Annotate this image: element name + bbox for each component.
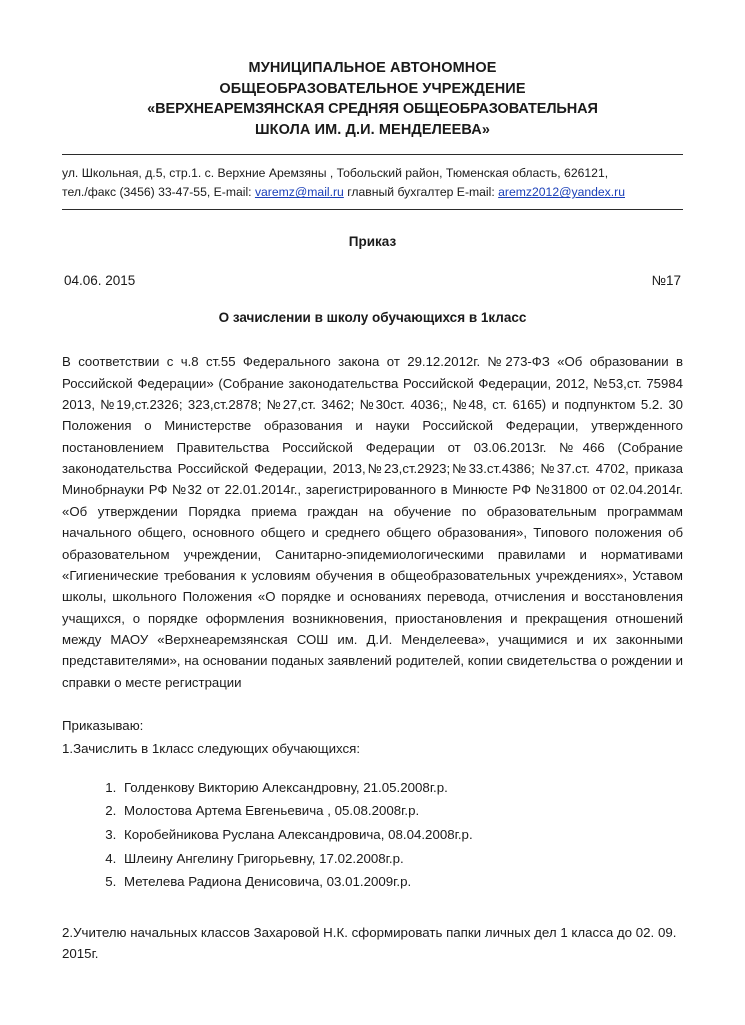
document-subject: О зачислении в школу обучающихся в 1класс <box>218 310 527 326</box>
school-email-link[interactable]: varemz@mail.ru <box>254 185 344 200</box>
order-label: Приказываю: <box>62 718 144 734</box>
phone-fax-text: тел./факс (3456) 33-47-55, E-mail: <box>62 185 255 200</box>
page-bottom-spacer <box>62 965 683 1025</box>
list-item: 4. Шлеину Ангелину Григорьевну, 17.02.2008г.р. <box>120 847 683 871</box>
list-item: 3. Коробейникова Руслана Александровича, 08.04.2008г.р. <box>120 823 683 847</box>
accountant-email-link[interactable]: aremz2012@yandex.ru <box>498 185 625 200</box>
org-name-line-1: МУНИЦИПАЛЬНОЕ АВТОНОМНОЕ <box>248 60 497 76</box>
order-item-1: 1.Зачислить в 1класс следующих обучающихся: <box>62 741 361 757</box>
header-divider-bottom <box>62 209 683 210</box>
accountant-label: главный бухгалтер E-mail: <box>343 185 499 200</box>
document-type-title: Приказ <box>348 234 397 250</box>
contact-block <box>62 164 683 202</box>
contacts-line <box>62 183 683 202</box>
document-date: 04.06. 2015 <box>64 273 136 289</box>
pupils-list <box>62 776 683 894</box>
order-item-2: 2.Учителю начальных классов Захаровой Н.К. сформировать папки личных дел 1 класса до 02. 09. 2015г. <box>62 924 677 962</box>
org-name-line-4: ШКОЛА ИМ. Д.И. МЕНДЕЛЕЕВА» <box>254 121 491 138</box>
header-divider-top <box>62 154 683 155</box>
document-meta-row <box>62 273 683 288</box>
list-item: 2. Молостова Артема Евгеньевича , 05.08.2008г.р. <box>120 799 683 823</box>
list-item: 5. Метелева Радиона Денисовича, 03.01.2009г.р. <box>120 870 683 894</box>
org-name-line-3: «ВЕРХНЕАРЕМЗЯНСКАЯ СРЕДНЯЯ ОБЩЕОБРАЗОВАТЕЛЬНАЯ <box>147 101 598 118</box>
document-number: №17 <box>651 273 681 289</box>
address-line: ул. Школьная, д.5, стр.1. с. Верхние Аремзяны , Тобольский район, Тюменская область, 626121, <box>62 166 609 181</box>
document-body: В соответствии с ч.8 ст.55 Федерального закона от 29.12.2012г. №273-ФЗ «Об образовании в Российской Федерации» (Собрание законодательства Российской Федерации, 2012, №53,ст. 75984 2013, №19,ст.2326; 323,ст.2878; №27,ст. 3462; №30ст. 4036;, №48, ст. 6165) и подпунктом 5.2. 30 Положения о Министерстве образования и науки Российской Федерации, утвержденного постановлением Правительства Российской Федерации от 03.06.2013г. №466 (Собрание законодательства Российской Федерации, 2013,№23,ст.2923;№33.ст.4386; №37.ст. 4702, приказа Минобрнауки РФ №32 от 22.01.2014г., зарегистрированного в Минюсте РФ №31800 от 02.04.2014г. «Об утверждении Порядка приема граждан на обучение по образовательным программам начального общего, основного общего и среднего общего образования», Типового положения об образовательном учреждении, Санитарно-эпидемиологическими правилами и нормативами «Гигиенические требования к условиям обучения в общеобразовательных учреждениях», Уставом школы, школьного Положения «О порядке и основаниях перевода, отчисления и восстановления учащихся, о порядке оформления возникновения, приостановления и прекращения отношений между МАОУ «Верхнеаремзянская СОШ им. Д.И. Менделеева», учащимися и их законными представителями», на основании поданых заявлений родителей, копии свидетельства о рождении и справки о месте регистрации <box>62 354 683 690</box>
organization-header <box>62 58 683 140</box>
list-item: 1. Голденкову Викторию Александровну, 21.05.2008г.р. <box>120 776 683 800</box>
org-name-line-2: ОБЩЕОБРАЗОВАТЕЛЬНОЕ УЧРЕЖДЕНИЕ <box>219 80 526 97</box>
